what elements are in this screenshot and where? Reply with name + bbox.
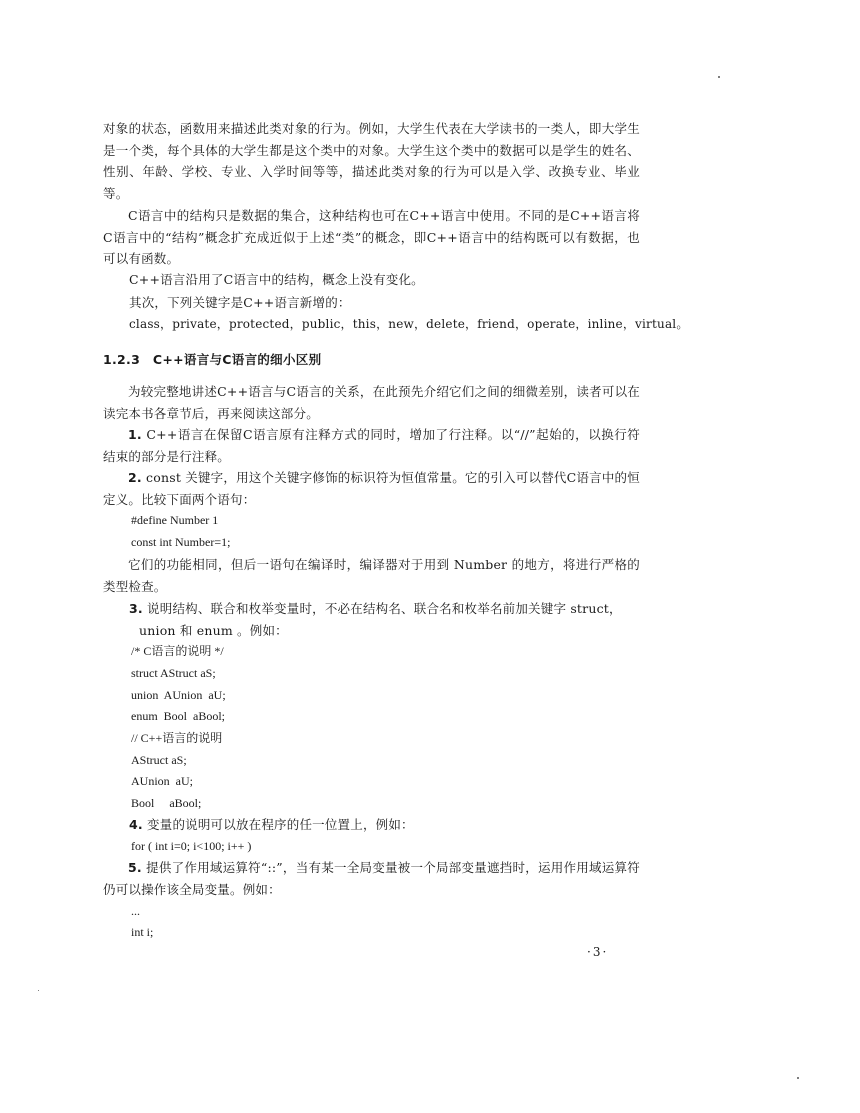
code-define: #define Number 1 [131, 513, 219, 527]
item-4-text: 变量的说明可以放在程序的任一位置上，例如： [147, 817, 414, 832]
item-5-scope-operator [103, 857, 640, 900]
item-3-text-b: union 和 enum 。例如： [139, 623, 288, 638]
paragraph-class-description: 对象的状态，函数用来描述此类对象的行为。例如，大学生代表在大学读书的一类人，即大学生是一个类，每个具体的大学生都是这个类中的对象。大学生这个类中的数据可以是学生的姓名、性别、年龄、学校、专业、入学时间等等，描述此类对象的行为可以是入学、改换专业、毕业等。 [103, 121, 640, 201]
code-c-union: union AUnion aU; [131, 688, 226, 702]
code-for-loop: for ( int i=0; i<100; i++ ) [131, 839, 252, 853]
code-cpp-struct: AStruct aS; [131, 753, 187, 767]
paragraph-new-keywords-intro: 其次，下列关键字是C++语言新增的： [129, 295, 351, 310]
item-4-declaration [129, 814, 414, 835]
keyword-list: class，private，protected，public，this，new，delete，friend，operate，inline，virtual。 [129, 317, 689, 331]
item-2-text: const 关键字，用这个关键字修饰的标识符为恒值常量。它的引入可以替代C语言中的恒定义。比较下面两个语句： [103, 470, 640, 507]
code-int-i: int i; [131, 925, 154, 939]
scan-speck [797, 1077, 799, 1079]
code-const: const int Number=1; [131, 535, 231, 549]
paragraph-type-check: 它们的功能相同，但后一语句在编译时，编译器对于用到 Number 的地方，将进行严格的类型检查。 [103, 557, 640, 594]
item-1-line-comment [103, 424, 640, 467]
item-3-struct-keyword [129, 598, 622, 619]
paragraph-struct-unchanged: C++语言沿用了C语言中的结构，概念上没有变化。 [129, 272, 424, 287]
item-2-number: 2. [128, 470, 142, 485]
code-c-comment: /* C语言的说明 */ [131, 644, 224, 658]
code-cpp-enum: Bool aBool; [131, 796, 202, 810]
item-3-number: 3. [129, 601, 143, 616]
item-3-text-a: 说明结构、联合和枚举变量时，不必在结构名、联合名和枚举名前加关键字 struct， [147, 601, 622, 616]
section-heading: 1.2.3 C++语言与C语言的细小区别 [103, 352, 322, 367]
paragraph-section-intro: 为较完整地讲述C++语言与C语言的关系，在此预先介绍它们之间的细微差别，读者可以在读完本书各章节后，再来阅读这部分。 [103, 384, 640, 421]
item-4-number: 4. [129, 817, 143, 832]
item-2-const [103, 467, 640, 510]
page-number: ·3· [587, 945, 609, 959]
item-5-number: 5. [128, 860, 142, 875]
code-c-enum: enum Bool aBool; [131, 709, 225, 723]
code-cpp-comment: // C++语言的说明 [131, 731, 223, 745]
scan-speck [38, 990, 39, 991]
code-ellipsis: ... [131, 904, 140, 918]
paragraph-c-struct: C语言中的结构只是数据的集合，这种结构也可在C++语言中使用。不同的是C++语言将C语言中的“结构”概念扩充成近似于上述“类”的概念，即C++语言中的结构既可以有数据，也可以有函数。 [103, 208, 640, 267]
item-5-text: 提供了作用域运算符“::”，当有某一全局变量被一个局部变量遮挡时，运用作用域运算符仍可以操作该全局变量。例如： [103, 860, 640, 897]
scan-speck [718, 76, 720, 78]
item-1-number: 1. [128, 427, 142, 442]
item-1-text: C++语言在保留C语言原有注释方式的同时，增加了行注释。以“//”起始的，以换行符结束的部分是行注释。 [103, 427, 640, 464]
code-c-struct: struct AStruct aS; [131, 666, 216, 680]
code-cpp-union: AUnion aU; [131, 774, 193, 788]
